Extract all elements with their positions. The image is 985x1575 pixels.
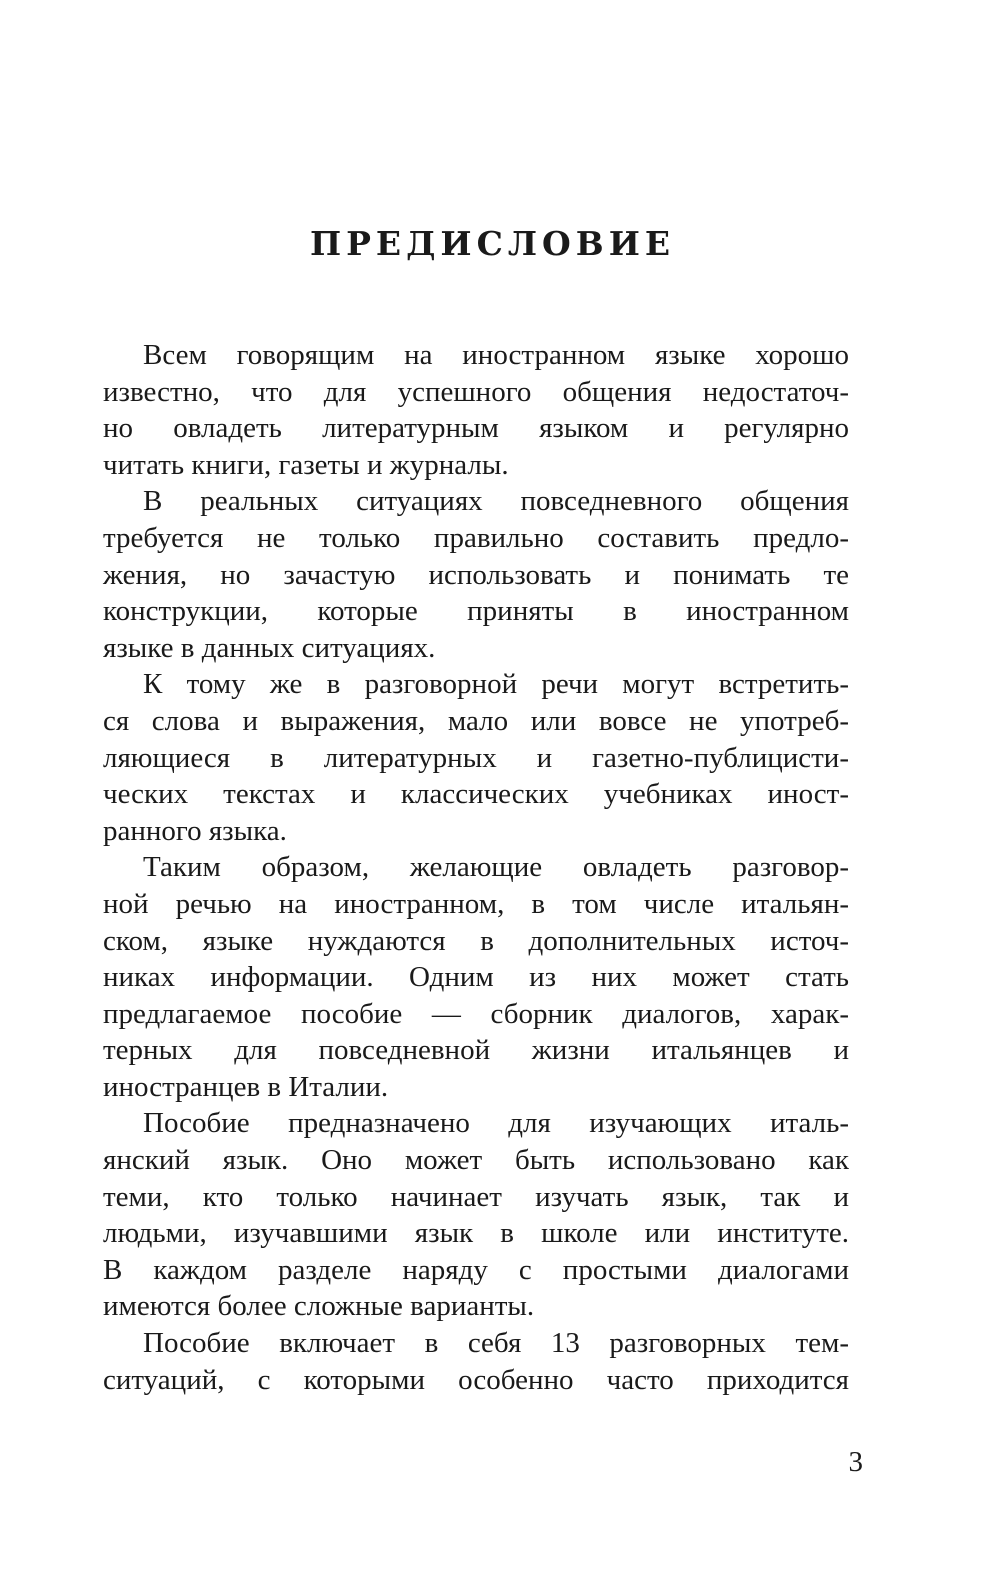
text-line: но овладеть литературным языком и регулярно [103,412,849,445]
paragraph-3 [103,666,849,849]
text-line: Таким образом, желающие овладеть разговор- [143,851,849,884]
page-title: ПРЕДИСЛОВИЕ [309,224,676,263]
text-line: известно, что для успешного общения недостаточ- [103,375,849,408]
text-line: Пособие предназначено для изучающих италь- [143,1107,849,1140]
text-line: ся слова и выражения, мало или вовсе не употреб- [103,704,849,737]
text-line: языке в данных ситуациях. [103,631,436,664]
text-line: В каждом разделе наряду с простыми диалогами [103,1253,849,1286]
text-line: никах информации. Одним из них может стать [103,961,849,994]
text-line: Пособие включает в себя 13 разговорных тем- [143,1327,849,1360]
paragraph-2 [103,483,849,666]
text-line: жения, но зачастую использовать и понимать те [103,558,849,591]
paragraph-1 [103,337,849,483]
text-line: ческих текстах и классических учебниках иност- [103,778,849,811]
text-line: ной речью на иностранном, в том числе итальян- [103,887,849,920]
paragraph-5 [103,1105,849,1325]
text-line: предлагаемое пособие — сборник диалогов, харак- [103,997,849,1030]
text-line: ском, языке нуждаются в дополнительных источ- [103,924,849,957]
text-line: В реальных ситуациях повседневного общения [143,485,849,518]
text-line: имеются более сложные варианты. [103,1290,535,1323]
preface-text [103,337,849,1398]
text-line: читать книги, газеты и журналы. [103,448,509,481]
text-line: иностранцев в Италии. [103,1070,389,1103]
text-line: К тому же в разговорной речи могут встретить- [143,668,849,701]
text-line: людьми, изучавшими язык в школе или институте. [103,1217,849,1250]
text-line: янский язык. Оно может быть использовано как [103,1144,849,1177]
text-line: конструкции, которые приняты в иностранном [103,595,849,628]
text-line: ляющиеся в литературных и газетно-публицисти- [103,741,849,774]
page-number: 3 [848,1446,863,1478]
text-line: теми, кто только начинает изучать язык, так и [103,1180,849,1213]
paragraph-4 [103,849,849,1105]
text-line: Всем говорящим на иностранном языке хорошо [143,339,849,371]
text-line: терных для повседневной жизни итальянцев и [103,1034,849,1067]
text-line: требуется не только правильно составить предло- [103,521,849,554]
paragraph-6 [103,1325,849,1398]
text-line: ситуаций, с которыми особенно часто приходится [103,1363,849,1396]
text-line: ранного языка. [103,814,287,847]
